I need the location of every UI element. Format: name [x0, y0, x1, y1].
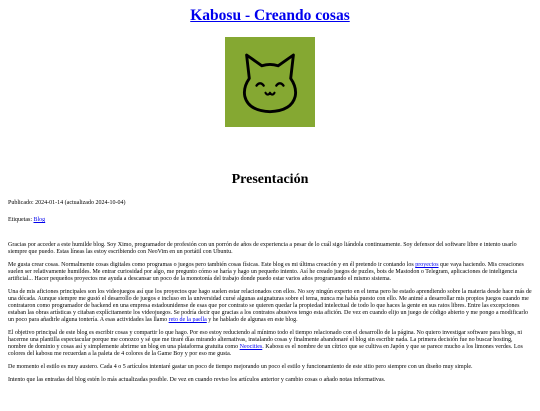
- paragraph-1: Gracias por acceder a este humilde blog. Soy Ximo, programador de profesión con un porrón de años de experiencia a pesar de lo cuál sigo liándola continuamente. Soy defensor del software libre e intento usarlo siempre que puedo. Estas líneas las estoy escribiendo con NeoVim en un portátil con Ubuntu.: [8, 242, 517, 255]
- logo-container: [8, 37, 532, 127]
- paragraph-3-text-a: Una de mis aficiones principales son los videojuegos así que los proyectos que hago suelen estar relacionados con ellos. No soy ningún experto en el tema pero he estado aprendiendo sobre la materia desde hace más de una década. Aunque siempre me gustó el desarrollo de juegos e incluso en la universidad cursé algunas asignaturas sobre el tema, nunca me había puesto con ello. Me animé a desarrollar mis propios juegos cuando me contrataron como programador de backend en una empresa estadounidense de esas que por contrato se quieren quedar la propiedad intelectual de todo lo que haces la gente en sus ratos libres. Entre las excepciones estaban las obras artísticas y citaban explícitamente los videojuegos. Se podría decir que gracias a los contratos abusivos tengo esta afición. De vez en cuando elijo un juego de código abierto y me pongo a modificarlo un poco para añadirle alguna tontería. A esas actividades las llamo: [8, 289, 532, 323]
- paragraph-6: Intento que las entradas del blog estén lo más actualizadas posible. De vez en cuando reviso los artículos anterior y cambio cosas o añado notas informativas.: [8, 377, 386, 383]
- site-title-link[interactable]: Kabosu - Creando cosas: [190, 7, 350, 24]
- paragraph-3-text-b: y he hablado de algunas en este blog.: [206, 317, 298, 323]
- post-content: [8, 242, 532, 384]
- paragraph-3: [8, 289, 532, 324]
- paragraph-4: [8, 330, 532, 358]
- tags-label: Etiquetas:: [8, 217, 34, 223]
- reto-paella-link[interactable]: reto de la paella: [168, 317, 207, 323]
- page: [0, 6, 540, 384]
- proyectos-link[interactable]: proyectos: [415, 262, 439, 268]
- paragraph-4-text-a: El objetivo principal de este blog es escribir cosas y compartir lo que hago. Por eso estoy reduciendo al mínimo todo el tiempo relacionado con el desarrollo de la página. No quiero investigar software para blogs, ni hacerme una plantilla espectacular porque me conozco y sé que me tiraré días mirando alternativas, instalando cosas y finalmente abandonaré el blog sin escribir nada. La primera decisión fue no buscar hosting, nombre de dominio y cosas así y simplemente abrirme un blog en una plataforma gratuita como: [8, 330, 523, 350]
- paragraph-2-text-a: Me gusta crear cosas. Normalmente cosas digitales como programas o juegos pero también cosas físicas. Este blog es mi última creación y en él pretendo ir contando los: [8, 262, 416, 268]
- cat-face-icon: [225, 37, 315, 127]
- post-title: Presentación: [231, 172, 309, 187]
- paragraph-5: De momento el estilo es muy austero. Cada 4 o 5 artículos intentaré gastar un poco de tiempo mejorando un poco el estilo y funcionamiento de este sitio pero siempre con un diseño muy simple.: [8, 364, 473, 370]
- paragraph-2-text-b: que vaya haciendo. Mis creaciones suelen ser relativamente humildes. Me entrar curiosidad por algo, me pregunto cómo se haría y hago un pequeño intento. Así he creado juegos de puzles, bots de Mastodon o Telegram, aplicaciones de inteligencia artificial... Hacer pequeños proyectos me ayuda a descansar un poco de la monotonía del trabajo donde puedo estar varios años programando el mismo sistema.: [8, 262, 524, 282]
- paragraph-4-text-b: . Kabosu es el nombre de un cítrico que se cultiva en Japón y que se parece mucho a los limones verdes. Los colores del kabosu me recuerdan a la paleta de 4 colores de la Game Boy y por eso me gusta.: [8, 344, 523, 357]
- post-published-date: Publicado: 2024-01-14 (actualizado 2024-10-04): [8, 200, 126, 206]
- tag-link-blog[interactable]: Blog: [33, 217, 46, 223]
- post-tags: [8, 216, 532, 224]
- paragraph-2: [8, 262, 532, 283]
- site-title: [8, 6, 532, 26]
- neocities-link[interactable]: Neocities: [239, 344, 263, 350]
